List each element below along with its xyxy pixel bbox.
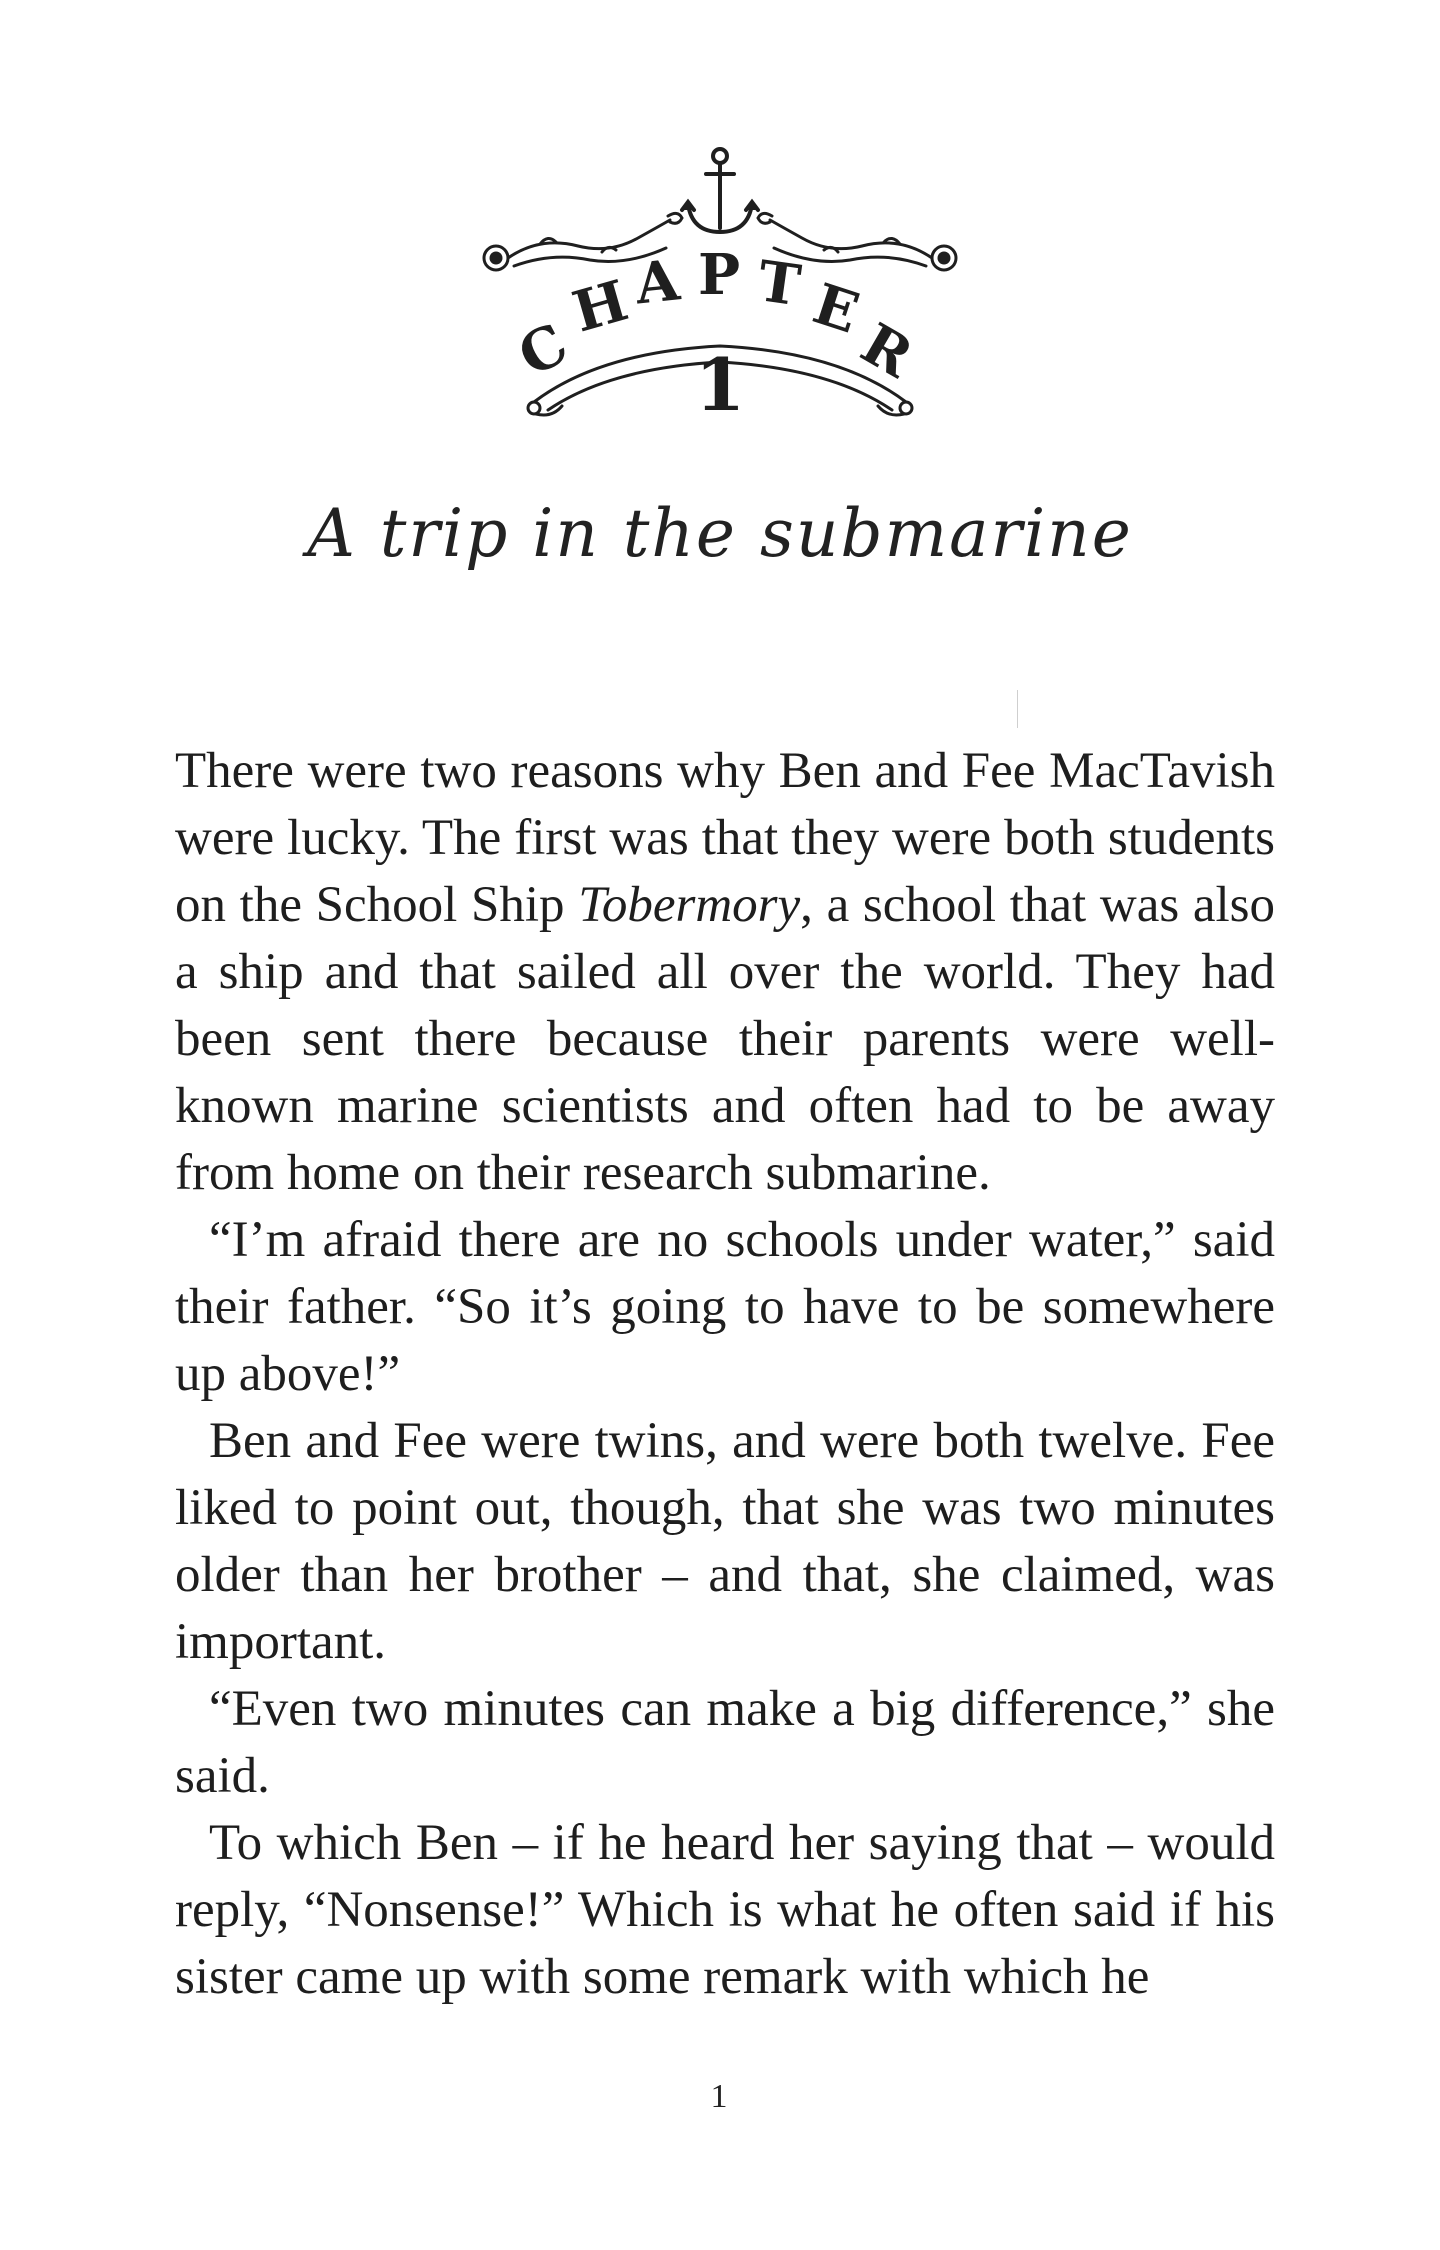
- chapter-title: A trip in the submarine: [307, 495, 1133, 572]
- chapter-body: [175, 738, 1275, 2011]
- chapter-letter: H: [565, 267, 635, 346]
- paragraph: [175, 738, 1275, 1207]
- chapter-letter: R: [850, 310, 924, 391]
- paragraph: “Even two minutes can make a big difference,” she said.: [175, 1681, 1275, 1804]
- chapter-letter: C: [507, 310, 579, 390]
- chapter-number: 1: [694, 342, 746, 427]
- ship-name: Tobermory: [578, 877, 801, 933]
- paragraph-text: There were two reasons why Ben and Fee MacTavish were lucky. The first was that they were both students on the School Ship: [175, 743, 1275, 933]
- paragraph: “I’m afraid there are no schools under water,” said their father. “So it’s going to have to be somewhere up above!”: [175, 1212, 1275, 1402]
- chapter-emblem: [470, 140, 970, 440]
- chapter-letter: E: [805, 270, 867, 347]
- paragraph-text: , a school that was also a ship and that sailed all over the world. They had been sent there because their parents were well-known marine scientists and often had to be away from home on their research submarine.: [175, 877, 1275, 1201]
- page-number: 1: [710, 2078, 730, 2115]
- chapter-letter: A: [632, 247, 683, 318]
- chapter-emblem-graphic: [470, 140, 970, 440]
- scan-artifact-line: [1017, 690, 1018, 728]
- paragraph: To which Ben – if he heard her saying that – would reply, “Nonsense!” Which is what he often said if his sister came up with some remark with which he: [175, 1815, 1275, 2005]
- chapter-letter: T: [753, 248, 805, 320]
- anchor-icon: [682, 149, 758, 232]
- chapter-letter: P: [698, 242, 741, 308]
- paragraph: Ben and Fee were twins, and were both twelve. Fee liked to point out, though, that she was two minutes older than her brother – and that, she claimed, was important.: [175, 1413, 1275, 1670]
